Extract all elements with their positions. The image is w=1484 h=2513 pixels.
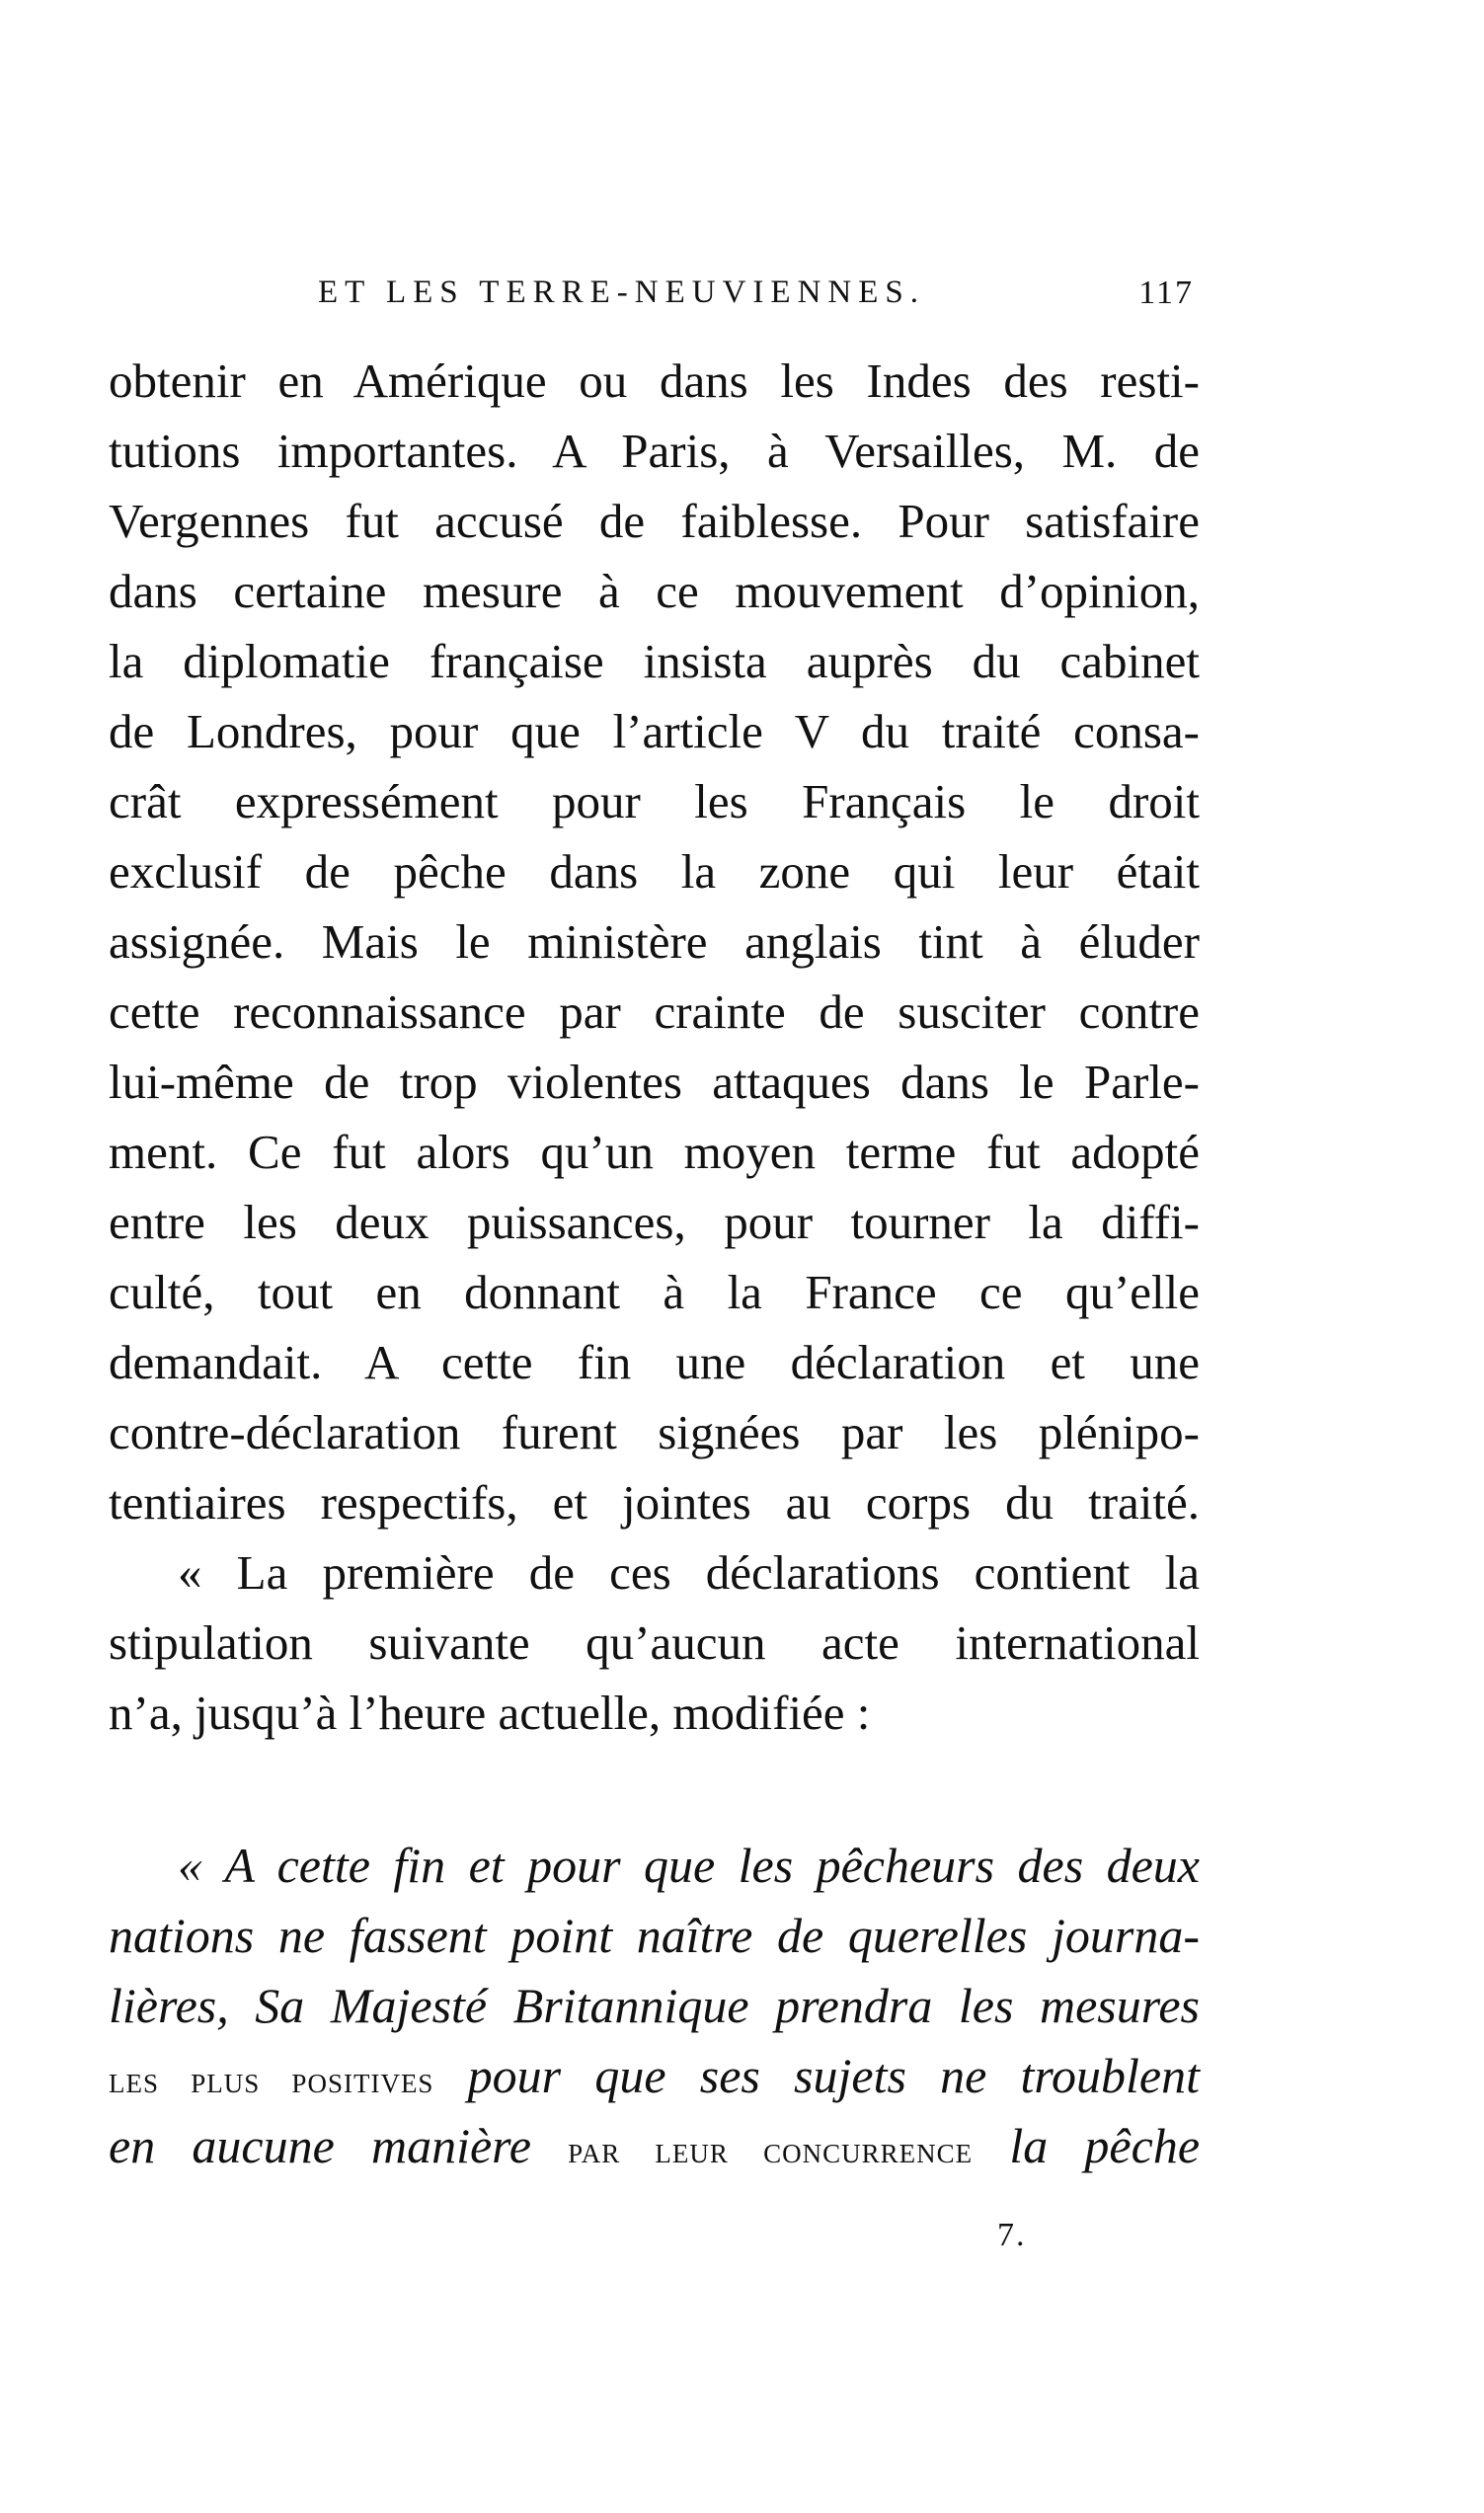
signature-mark: 7.: [997, 2217, 1027, 2253]
paragraph-2: [109, 1537, 1200, 1748]
italic-text: en aucune manière: [109, 2118, 531, 2173]
text-line: ment. Ce fut alors qu’un moyen terme fut adopté: [109, 1125, 1200, 1179]
text-line: culté, tout en donnant à la France ce qu’elle: [109, 1265, 1200, 1319]
text-line: n’a, jusqu’à l’heure actuelle, modifiée :: [109, 1686, 871, 1740]
text-line: Vergennes fut accusé de faiblesse. Pour satisfaire: [109, 494, 1200, 548]
text-line: de Londres, pour que l’article V du traité consa-: [109, 704, 1200, 758]
body-text: [109, 346, 1200, 2181]
text-line: crât expressément pour les Français le droit: [109, 774, 1200, 828]
quote-line: lières, Sa Majesté Britannique prendra les mesures: [109, 1978, 1200, 2033]
italic-text: pour que ses sujets ne troublent: [467, 2048, 1201, 2103]
text-line: « La première de ces déclarations contient la: [178, 1545, 1200, 1600]
quote-line-4: [109, 2041, 1200, 2111]
text-line: entre les deux puissances, pour tourner la diffi-: [109, 1195, 1200, 1249]
quoted-declaration: [109, 1831, 1200, 2181]
small-caps-text: par leur concurrence: [568, 2130, 974, 2171]
text-line: lui-même de trop violentes attaques dans le Parle-: [109, 1055, 1200, 1109]
text-line: tutions importantes. A Paris, à Versailles, M. de: [109, 424, 1200, 478]
text-line: demandait. A cette fin une déclaration et une: [109, 1335, 1200, 1389]
quote-line: nations ne fassent point naître de querelles journa-: [109, 1908, 1200, 1963]
small-caps-text: les plus positives: [109, 2060, 434, 2101]
text-line: obtenir en Amérique ou dans les Indes des resti-: [109, 353, 1200, 408]
running-head: [109, 275, 1200, 314]
paragraph-1: [109, 346, 1200, 1537]
running-title: ET LES TERRE-NEUVIENNES.: [318, 275, 925, 310]
text-line: dans certaine mesure à ce mouvement d’opinion,: [109, 564, 1200, 618]
text-line: exclusif de pêche dans la zone qui leur était: [109, 844, 1200, 899]
italic-text: la pêche: [1009, 2118, 1201, 2173]
paragraph-gap: [109, 1748, 1200, 1831]
text-line: assignée. Mais le ministère anglais tint à éluder: [109, 914, 1200, 969]
text-line: tentiaires respectifs, et jointes au corps du traité.: [109, 1475, 1200, 1530]
text-line: stipulation suivante qu’aucun acte international: [109, 1615, 1200, 1670]
text-line: cette reconnaissance par crainte de susciter contre: [109, 984, 1200, 1039]
page-number: 117: [1138, 275, 1194, 311]
quote-line: « A cette fin et pour que les pêcheurs des deux: [178, 1838, 1200, 1893]
text-line: la diplomatie française insista auprès du cabinet: [109, 634, 1200, 688]
text-line: contre-déclaration furent signées par les plénipo-: [109, 1405, 1200, 1459]
quote-line-5: [109, 2111, 1200, 2181]
